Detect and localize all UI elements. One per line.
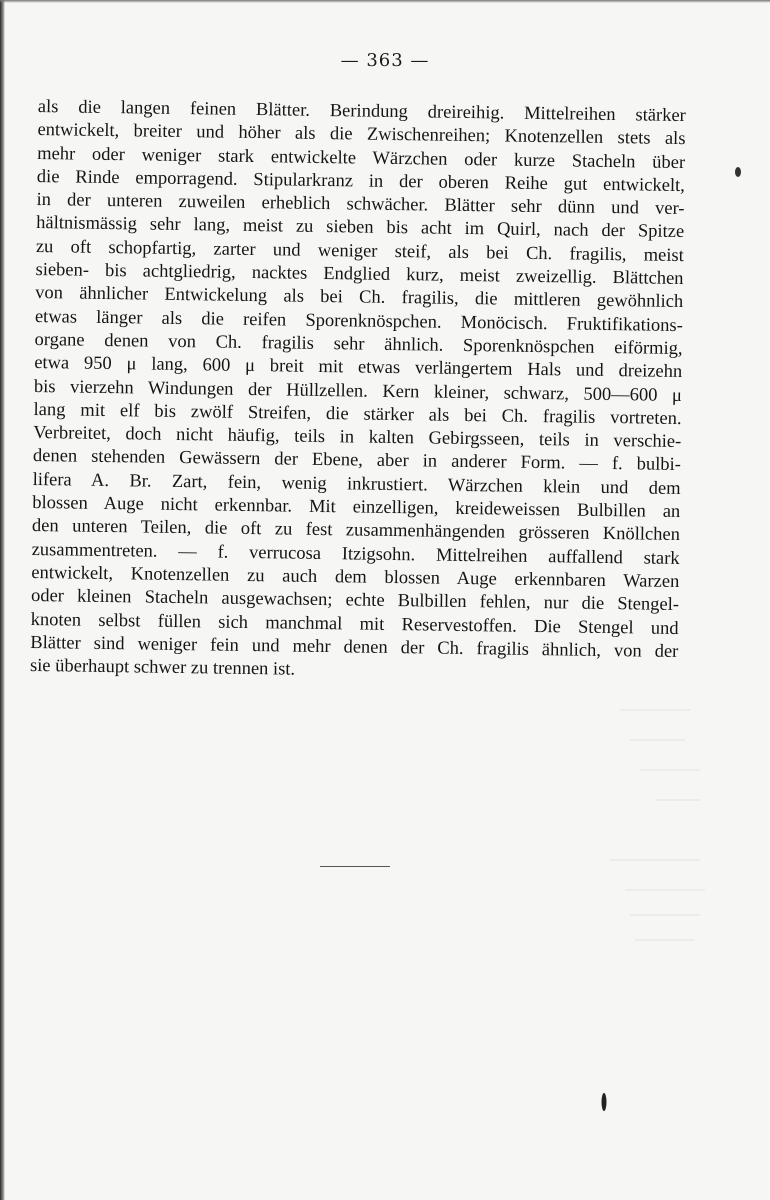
section-divider-rule	[320, 866, 390, 867]
text-line: entwickelt, breiter und höher als die Zwischenreihen; Knotenzellen stets als	[37, 120, 686, 150]
text-line: sieben- bis achtgliedrig, nacktes Endglied kurz, meist zweizellig. Blättchen	[35, 260, 684, 290]
text-line: mehr oder weniger stark entwickelte Wärzchen oder kurze Stacheln über	[37, 143, 686, 173]
text-line: Verbreitet, doch nicht häufig, teils in kalten Gebirgsseen, teils in verschie-	[33, 423, 682, 453]
text-line: den unteren Teilen, die oft zu fest zusammenhängenden grösseren Knöllchen	[31, 516, 681, 546]
text-line: etwa 950 μ lang, 600 μ breit mit etwas verlängertem Hals und dreizehn	[34, 353, 683, 383]
text-line: Blätter sind weniger fein und mehr denen der Ch. fragilis ähnlich, von der	[30, 632, 679, 662]
page-top-edge	[0, 0, 770, 3]
text-line: etwas länger als die reifen Sporenknöspchen. Monöcisch. Fruktifikations-	[34, 306, 683, 336]
text-line: zusammentreten. — f. verrucosa Itzigsohn. Mittelreihen auffallend stark	[31, 539, 680, 569]
text-line: hältnismässig sehr lang, meist zu sieben bis acht im Quirl, nach der Spitze	[36, 213, 685, 243]
text-line: die Rinde emporragend. Stipularkranz in der oberen Reihe gut entwickelt,	[36, 166, 685, 196]
text-line: organe denen von Ch. fragilis sehr ähnlich. Sporenknöspchen eiförmig,	[34, 329, 683, 359]
text-line: lifera A. Br. Zart, fein, wenig inkrustiert. Wärzchen klein und dem	[32, 469, 681, 499]
page-binding-edge	[0, 0, 5, 1200]
text-line: entwickelt, Knotenzellen zu auch dem blossen Auge erkennbaren Warzen	[31, 562, 680, 592]
text-line: lang mit elf bis zwölf Streifen, die stärker als bei Ch. fragilis vortreten.	[33, 399, 682, 429]
text-line: bis vierzehn Windungen der Hüllzellen. Kern kleiner, schwarz, 500—600 μ	[33, 376, 683, 406]
text-line: denen stehenden Gewässern der Ebene, aber in anderer Form. — f. bulbi-	[32, 446, 682, 476]
body-paragraph	[30, 96, 686, 687]
text-line: knoten selbst füllen sich manchmal mit Reservestoffen. Die Stengel und	[30, 609, 679, 639]
text-line: blossen Auge nicht erkennbar. Mit einzelligen, kreideweissen Bulbillen an	[32, 493, 681, 523]
speck-mark	[602, 1093, 607, 1111]
bleed-through-marks	[600, 700, 750, 960]
text-line: oder kleinen Stacheln ausgewachsen; echte Bulbillen fehlen, nur die Stengel-	[30, 586, 680, 616]
speck-mark	[735, 167, 741, 177]
text-line: als die langen feinen Blätter. Berindung dreireihig. Mittelreihen stärker	[37, 96, 686, 127]
text-line: zu oft schopfartig, zarter und weniger steif, als bei Ch. fragilis, meist	[35, 236, 684, 266]
text-line: in der unteren zuweilen erheblich schwächer. Blätter sehr dünn und ver-	[36, 190, 685, 220]
text-line: von ähnlicher Entwickelung als bei Ch. fragilis, die mittleren gewöhnlich	[35, 283, 684, 313]
page-number: — 363 —	[340, 50, 430, 71]
text-line-last: sie überhaupt schwer zu trennen ist.	[29, 656, 296, 680]
